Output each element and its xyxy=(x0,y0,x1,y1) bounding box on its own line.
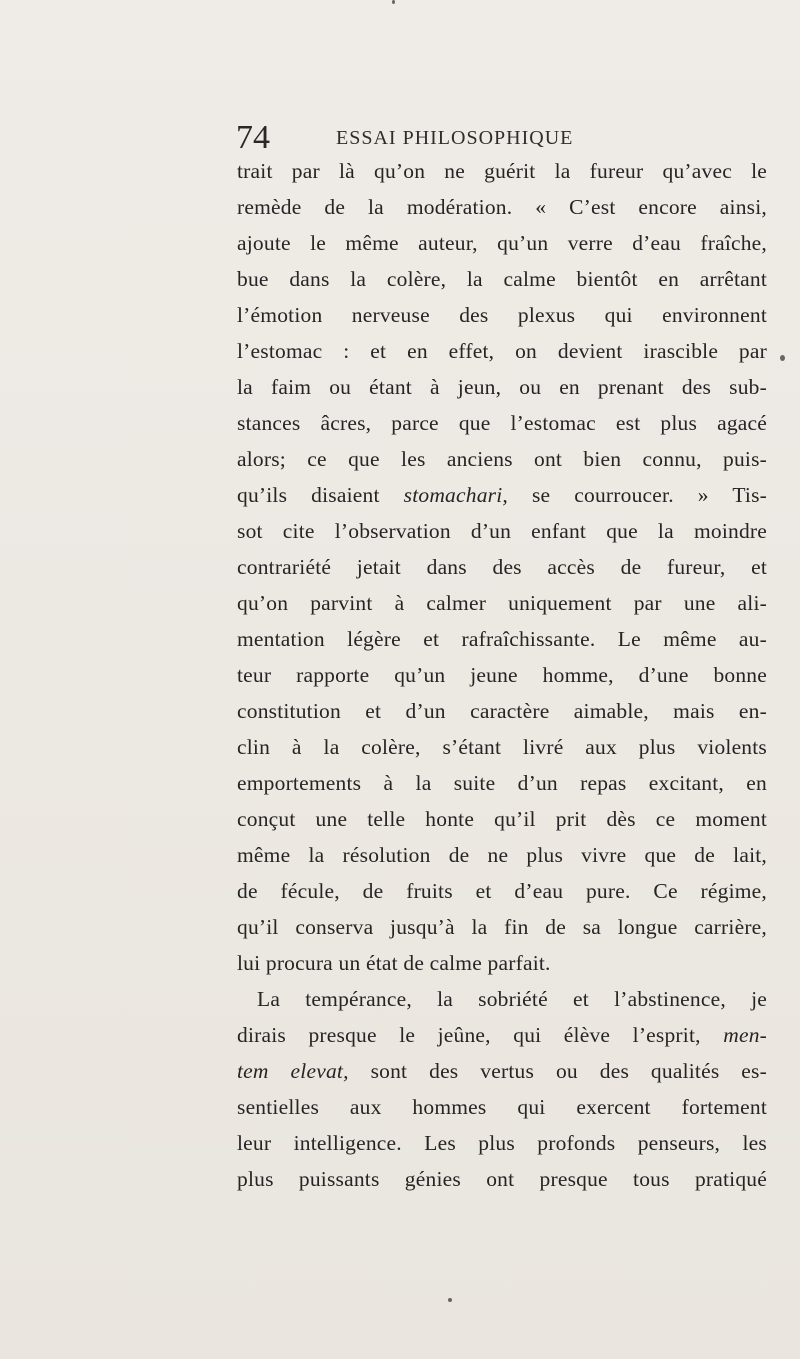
text-line: de fécule, de fruits et d’eau pure. Ce régime, xyxy=(237,879,767,903)
page-number: 74 xyxy=(236,119,270,156)
text-line: mentation légère et rafraîchissante. Le même au- xyxy=(237,627,767,651)
text-line: trait par là qu’on ne guérit la fureur qu’avec le xyxy=(237,159,767,183)
italic-latin-term: men- xyxy=(723,1023,767,1047)
text-line: lui procura un état de calme parfait. xyxy=(237,951,551,975)
text-span: sont des vertus ou des qualités es- xyxy=(348,1059,767,1083)
text-line: contrariété jetait dans des accès de fureur, et xyxy=(237,555,767,579)
text-line xyxy=(237,1017,767,1053)
text-line: même la résolution de ne plus vivre que de lait, xyxy=(237,843,767,867)
text-line xyxy=(237,1053,767,1089)
text-line: bue dans la colère, la calme bientôt en arrêtant xyxy=(237,267,767,291)
text-line: l’estomac : et en effet, on devient irascible par xyxy=(237,339,767,363)
text-line: qu’il conserva jusqu’à la fin de sa longue carrière, xyxy=(237,915,767,939)
text-line: plus puissants génies ont presque tous pratiqué xyxy=(237,1167,767,1191)
page-header xyxy=(236,118,756,158)
text-line: ajoute le même auteur, qu’un verre d’eau fraîche, xyxy=(237,231,767,255)
text-line: remède de la modération. « C’est encore ainsi, xyxy=(237,195,767,219)
text-line xyxy=(237,477,767,513)
ink-speck xyxy=(392,0,395,4)
text-span: se courroucer. » Tis- xyxy=(507,483,767,507)
text-line: constitution et d’un caractère aimable, mais en- xyxy=(237,699,767,723)
body-text xyxy=(237,153,767,1197)
text-line: stances âcres, parce que l’estomac est plus agacé xyxy=(237,411,767,435)
ink-speck xyxy=(780,355,785,361)
text-line: alors; ce que les anciens ont bien connu, puis- xyxy=(237,447,767,471)
text-line: La tempérance, la sobriété et l’abstinence, je xyxy=(257,987,767,1011)
text-line: la faim ou étant à jeun, ou en prenant des sub- xyxy=(237,375,767,399)
text-line: conçut une telle honte qu’il prit dès ce moment xyxy=(237,807,767,831)
italic-latin-term: tem elevat, xyxy=(237,1059,349,1083)
text-line: qu’on parvint à calmer uniquement par une ali- xyxy=(237,591,767,615)
running-title: ESSAI PHILOSOPHIQUE xyxy=(336,127,574,149)
text-span: dirais presque le jeûne, qui élève l’esprit, xyxy=(237,1023,724,1047)
text-line: sot cite l’observation d’un enfant que la moindre xyxy=(237,519,767,543)
text-span: qu’ils disaient xyxy=(237,483,404,507)
text-line: leur intelligence. Les plus profonds penseurs, les xyxy=(237,1131,767,1155)
text-line: sentielles aux hommes qui exercent fortement xyxy=(237,1095,767,1119)
text-line: teur rapporte qu’un jeune homme, d’une bonne xyxy=(237,663,767,687)
text-line: l’émotion nerveuse des plexus qui environnent xyxy=(237,303,767,327)
text-line: emportements à la suite d’un repas excitant, en xyxy=(237,771,767,795)
italic-latin-term: stomachari, xyxy=(403,483,508,507)
ink-speck xyxy=(448,1298,452,1302)
text-line: clin à la colère, s’étant livré aux plus violents xyxy=(237,735,767,759)
